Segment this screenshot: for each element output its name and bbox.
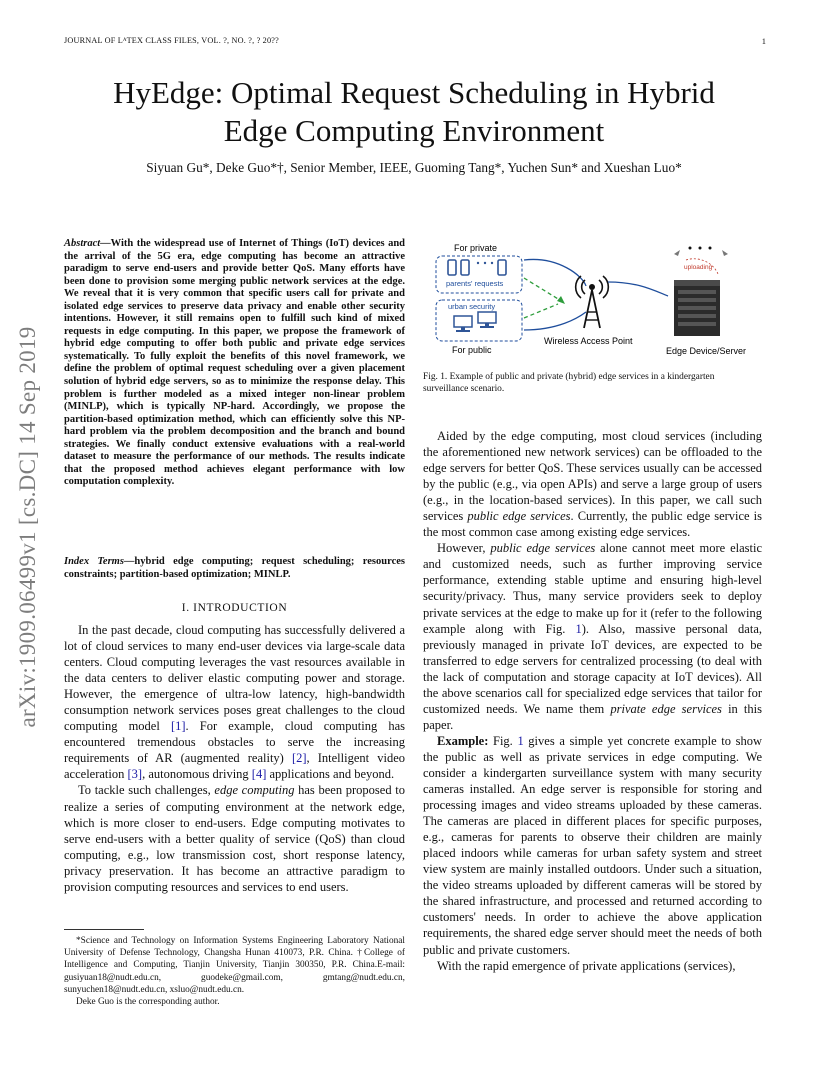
phone-icon (448, 260, 506, 275)
text-run: has been proposed to realize a series of computing environment at the network edge, which is more closer to end-users. Edge computing motivates to serve end-users with a better quality of service (QoS) than cloud computing, e.g., low transmission cost, short response latency, privacy preservation. It has become an attractive paradigm to provision computing resources and services to end users. (64, 783, 405, 894)
label-uploading: uploading (684, 264, 713, 271)
label-edge-server: Edge Device/Server (666, 346, 747, 356)
wireless-access-point-icon (576, 276, 609, 328)
index-terms-text: —hybrid edge computing; request scheduling; resources constraints; partition-based optimization; MINLP. (64, 556, 405, 580)
edge-server-icon (674, 280, 720, 336)
text-run: In the past decade, cloud computing has successfully delivered a lot of cloud services to many end-user devices via large-scale data centers. Cloud computing leverages the vast resources available in the data centers to deliver elastic computing power and storage. However, the emergence of ultra-low latency, high-bandwidth consumption network services poses great challenges to the cloud computing model (64, 623, 405, 734)
text-run: applications and beyond. (266, 767, 395, 782)
paragraph-intro-2 (64, 782, 405, 894)
ellipsis-dot (484, 262, 486, 264)
text-run: . Currently, the public edge service is the most common case among existing edge services. (423, 509, 762, 540)
emphasis: edge computing (214, 783, 295, 798)
text-run: gives a simple yet concrete example to show the public as well as private services in edge computing. We consider a kindergarten surveillance system with many security cameras installed. An edge server is responsible for storing and processing images and video streams uploaded by these cameras. The cameras are placed in different places for specific purposes, e.g., cameras for parents to observe their children are mainly placed indoors while cameras for urban safety system and street view system are mainly installed outdoors. Under such a situation, the video streams uploaded by different cameras will be stored by the shared infrastructure, and processed and returned according to customers' needs. In order to achieve the above application requirements, the shared edge server should meet the needs of both public and private customers. (423, 733, 762, 957)
citation-link[interactable]: [3] (127, 767, 143, 782)
journal-header: JOURNAL OF LᴬTEX CLASS FILES, VOL. ?, NO. ?, ? 20?? (64, 36, 279, 45)
author-list: Siyuan Gu*, Deke Guo*†, Senior Member, IEEE, Guoming Tang*, Yuchen Sun* and Xueshan Luo* (146, 160, 682, 175)
label-for-private: For private (454, 243, 498, 253)
emphasis: public edge services (467, 509, 571, 524)
paragraph-right-1 (423, 428, 762, 540)
text-run: Aided by the edge computing, most cloud services (including the aforementioned new network services) can be offloaded to the edge servers for better QoS. These services usually can be accessed by the public (e.g., via open APIs) and serve a large group of users (e.g., in the location-based services). In this paper, we call such services (423, 429, 762, 524)
label-urban-security: urban security (448, 302, 496, 311)
cloud-icon (674, 247, 728, 257)
text-run: , autonomous driving (142, 767, 252, 782)
paragraph-right-3 (423, 733, 762, 958)
text-run: However, (437, 541, 491, 556)
text-run: To tackle such challenges, (78, 783, 215, 798)
text-run: , Intelligent video acceleration (64, 751, 405, 782)
computer-icon (454, 312, 496, 332)
text-run: alone cannot meet more elastic and customized needs, such as further improving service performance, extending stable uptime and ensuring high-level security/privacy. Thus, many service providers seek to deploy private services at the edge to make up for it (refer to the following example along with Fig. (423, 541, 762, 636)
footnote-affiliations: *Science and Technology on Information Systems Engineering Laboratory National University of Defense Technology, Changsha Hunan 410073, P.R. China. †College of Intelligence and Computing, Tianjin University, Tianjin 300350, P.R. China.E-mail: gusiyuan18@nudt.edu.cn, guodeke@gmail.com, gmtang@nudt.edu.cn, sunyuchen18@nudt.edu.cn, xsluo@nudt.edu.cn. (64, 936, 405, 995)
ellipsis-dot (491, 262, 493, 264)
arxiv-stamp (8, 287, 48, 767)
page-number: 1 (761, 36, 766, 46)
introduction-body-right (423, 428, 762, 974)
index-terms-lead: Index Terms (64, 556, 124, 567)
text-run: . For example, cloud computing has encountered tremendous obstacles to serve the increasing requirements of AR (augmented reality) (64, 719, 405, 766)
figure-1 (428, 238, 764, 364)
figure-1-diagram (428, 238, 764, 364)
arxiv-stamp-text: arXiv:1909.06499v1 [cs.DC] 14 Sep 2019 (15, 326, 40, 728)
public-uplink-arrow (524, 304, 558, 318)
footnote (64, 935, 405, 1008)
introduction-body-left (64, 622, 405, 895)
figure-link[interactable]: 1 (517, 733, 524, 748)
label-for-public: For public (452, 345, 492, 355)
paragraph-right-2 (423, 540, 762, 733)
abstract-lead: Abstract (64, 238, 101, 249)
private-uplink-arrow (524, 278, 563, 302)
abstract (64, 238, 405, 489)
text-run: in this paper. (423, 701, 762, 732)
emphasis: public edge services (490, 541, 596, 556)
paper-title (64, 74, 764, 150)
example-lead: Example: (437, 733, 489, 748)
text-run: Fig. (488, 733, 518, 748)
emphasis: private edge services (610, 701, 722, 716)
ellipsis-dot (477, 262, 479, 264)
index-terms (64, 556, 405, 581)
citation-link[interactable]: [2] (291, 751, 307, 766)
section-heading-introduction: I. INTRODUCTION (181, 602, 288, 614)
label-wireless-access-point: Wireless Access Point (544, 336, 633, 346)
label-parents-requests: parents' requests (446, 279, 504, 288)
title-line-2: Edge Computing Environment (223, 113, 605, 148)
figure-1-caption: Fig. 1. Example of public and private (hybrid) edge services in a kindergarten surveillance scenario. (423, 372, 715, 395)
title-line-1: HyEdge: Optimal Request Scheduling in Hybrid (113, 75, 715, 110)
footnote-corresponding: Deke Guo is the corresponding author. (76, 997, 220, 1008)
arrowhead (557, 296, 565, 304)
citation-link[interactable]: [1] (170, 719, 186, 734)
ap-server-link (608, 282, 668, 296)
citation-link[interactable]: [4] (251, 767, 267, 782)
footnote-rule (64, 929, 144, 930)
text-run: ). Also, massive personal data, previously managed in private IoT devices, are expected to be transferred to edge servers for centralized processing (to deal with the lack of computation and storage capacity at IoT devices). All the above scenarios call for specialized edge services that tailor for customized needs. We name them (423, 621, 763, 716)
paragraph-intro-1 (64, 622, 405, 782)
paragraph-right-4: With the rapid emergence of private applications (services), (437, 958, 736, 973)
abstract-text: —With the widespread use of Internet of Things (IoT) devices and the arrival of the 5G era, edge computing has become an attractive paradigm to serve end-users and provide better QoS. Many efforts have been done to provision some merging public network services at the edge. We reveal that it is very common that specific users call for private and isolated edge services to preserve data privacy and enable other security intentions. However, it still remains open to fulfill such kind of mixed requests in edge computing. In this paper, we propose the framework of hybrid edge computing to offer both public and private edge services systematically. To fully exploit the benefits of this novel framework, we define the problem of optimal request scheduling over a given placement solution of hybrid edge servers, so as to minimize the response delay. This problem is further modeled as a mixed integer non-linear problem (MINLP), which is typically NP-hard. Accordingly, we propose the partition-based optimization method, which can efficiently solve this NP-hard problem via the problem decomposition and the branch and bound strategies. We finally conduct extensive evaluations with a real-world dataset to measure the performance of our methods. The results indicate that the proposed method achieves elegant performance with low computation complexity. (64, 238, 405, 488)
figure-link[interactable]: 1 (575, 621, 582, 636)
